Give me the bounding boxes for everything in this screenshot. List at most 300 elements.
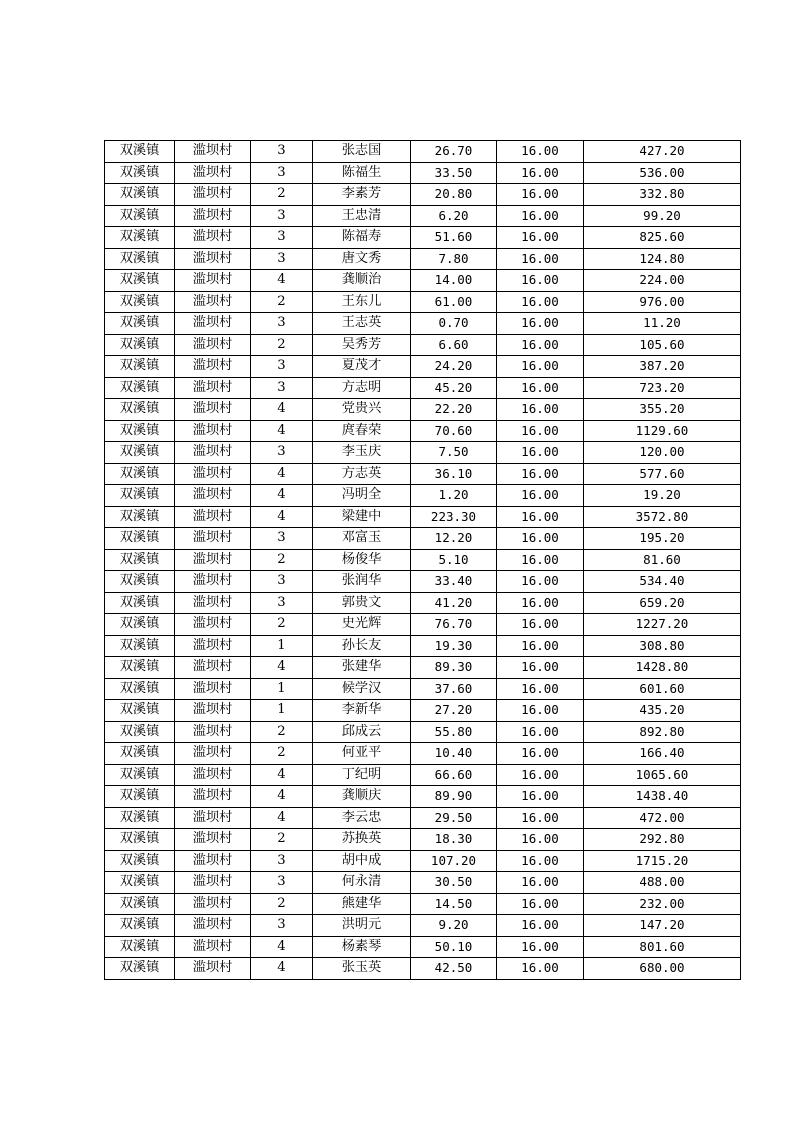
village-cell: 滥坝村 [175, 528, 251, 550]
amount-cell: 99.20 [584, 205, 741, 227]
amount-cell: 19.20 [584, 485, 741, 507]
town-cell: 双溪镇 [105, 356, 175, 378]
amount-cell: 1438.40 [584, 786, 741, 808]
price-cell: 16.00 [497, 915, 584, 937]
table-row [105, 291, 741, 313]
town-cell: 双溪镇 [105, 936, 175, 958]
area-cell: 76.70 [411, 614, 497, 636]
price-cell: 16.00 [497, 807, 584, 829]
town-cell: 双溪镇 [105, 227, 175, 249]
name-cell: 陈福生 [313, 162, 411, 184]
town-cell: 双溪镇 [105, 528, 175, 550]
village-cell: 滥坝村 [175, 141, 251, 163]
name-cell: 胡中成 [313, 850, 411, 872]
village-cell: 滥坝村 [175, 764, 251, 786]
price-cell: 16.00 [497, 377, 584, 399]
village-cell: 滥坝村 [175, 442, 251, 464]
village-cell: 滥坝村 [175, 162, 251, 184]
town-cell: 双溪镇 [105, 958, 175, 980]
amount-cell: 659.20 [584, 592, 741, 614]
town-cell: 双溪镇 [105, 270, 175, 292]
area-cell: 18.30 [411, 829, 497, 851]
group-cell: 4 [251, 764, 313, 786]
group-cell: 2 [251, 721, 313, 743]
town-cell: 双溪镇 [105, 743, 175, 765]
group-cell: 3 [251, 141, 313, 163]
group-cell: 2 [251, 334, 313, 356]
price-cell: 16.00 [497, 528, 584, 550]
area-cell: 70.60 [411, 420, 497, 442]
group-cell: 1 [251, 678, 313, 700]
price-cell: 16.00 [497, 162, 584, 184]
amount-cell: 892.80 [584, 721, 741, 743]
village-cell: 滥坝村 [175, 227, 251, 249]
village-cell: 滥坝村 [175, 592, 251, 614]
village-cell: 滥坝村 [175, 850, 251, 872]
amount-cell: 723.20 [584, 377, 741, 399]
group-cell: 3 [251, 356, 313, 378]
area-cell: 107.20 [411, 850, 497, 872]
town-cell: 双溪镇 [105, 141, 175, 163]
village-cell: 滥坝村 [175, 893, 251, 915]
amount-cell: 1715.20 [584, 850, 741, 872]
area-cell: 24.20 [411, 356, 497, 378]
amount-cell: 355.20 [584, 399, 741, 421]
name-cell: 苏换英 [313, 829, 411, 851]
area-cell: 19.30 [411, 635, 497, 657]
table-row [105, 205, 741, 227]
price-cell: 16.00 [497, 872, 584, 894]
area-cell: 26.70 [411, 141, 497, 163]
price-cell: 16.00 [497, 313, 584, 335]
group-cell: 4 [251, 657, 313, 679]
amount-cell: 1129.60 [584, 420, 741, 442]
name-cell: 方志明 [313, 377, 411, 399]
village-cell: 滥坝村 [175, 807, 251, 829]
table-row [105, 786, 741, 808]
village-cell: 滥坝村 [175, 184, 251, 206]
village-cell: 滥坝村 [175, 248, 251, 270]
town-cell: 双溪镇 [105, 377, 175, 399]
group-cell: 3 [251, 248, 313, 270]
amount-cell: 534.40 [584, 571, 741, 593]
price-cell: 16.00 [497, 248, 584, 270]
village-cell: 滥坝村 [175, 936, 251, 958]
price-cell: 16.00 [497, 270, 584, 292]
name-cell: 张建华 [313, 657, 411, 679]
town-cell: 双溪镇 [105, 807, 175, 829]
table-row [105, 700, 741, 722]
area-cell: 223.30 [411, 506, 497, 528]
table-row [105, 592, 741, 614]
group-cell: 2 [251, 893, 313, 915]
price-cell: 16.00 [497, 463, 584, 485]
town-cell: 双溪镇 [105, 549, 175, 571]
area-cell: 42.50 [411, 958, 497, 980]
area-cell: 55.80 [411, 721, 497, 743]
table-row [105, 678, 741, 700]
amount-cell: 577.60 [584, 463, 741, 485]
price-cell: 16.00 [497, 141, 584, 163]
name-cell: 邓富玉 [313, 528, 411, 550]
price-cell: 16.00 [497, 442, 584, 464]
amount-cell: 536.00 [584, 162, 741, 184]
town-cell: 双溪镇 [105, 313, 175, 335]
group-cell: 2 [251, 291, 313, 313]
town-cell: 双溪镇 [105, 184, 175, 206]
amount-cell: 1428.80 [584, 657, 741, 679]
table-row [105, 807, 741, 829]
town-cell: 双溪镇 [105, 657, 175, 679]
group-cell: 3 [251, 205, 313, 227]
area-cell: 27.20 [411, 700, 497, 722]
name-cell: 龚顺庆 [313, 786, 411, 808]
village-cell: 滥坝村 [175, 377, 251, 399]
group-cell: 3 [251, 872, 313, 894]
amount-cell: 801.60 [584, 936, 741, 958]
table-row [105, 442, 741, 464]
area-cell: 89.90 [411, 786, 497, 808]
table-row [105, 614, 741, 636]
area-cell: 29.50 [411, 807, 497, 829]
town-cell: 双溪镇 [105, 571, 175, 593]
area-cell: 41.20 [411, 592, 497, 614]
amount-cell: 680.00 [584, 958, 741, 980]
town-cell: 双溪镇 [105, 485, 175, 507]
area-cell: 5.10 [411, 549, 497, 571]
village-cell: 滥坝村 [175, 958, 251, 980]
town-cell: 双溪镇 [105, 248, 175, 270]
town-cell: 双溪镇 [105, 442, 175, 464]
table-row [105, 549, 741, 571]
name-cell: 李新华 [313, 700, 411, 722]
village-cell: 滥坝村 [175, 721, 251, 743]
group-cell: 3 [251, 313, 313, 335]
name-cell: 李玉庆 [313, 442, 411, 464]
price-cell: 16.00 [497, 184, 584, 206]
amount-cell: 195.20 [584, 528, 741, 550]
name-cell: 孙长友 [313, 635, 411, 657]
village-cell: 滥坝村 [175, 205, 251, 227]
name-cell: 丁纪明 [313, 764, 411, 786]
area-cell: 30.50 [411, 872, 497, 894]
village-cell: 滥坝村 [175, 657, 251, 679]
table-row [105, 721, 741, 743]
name-cell: 何亚平 [313, 743, 411, 765]
group-cell: 3 [251, 850, 313, 872]
name-cell: 唐文秀 [313, 248, 411, 270]
village-cell: 滥坝村 [175, 334, 251, 356]
name-cell: 洪明元 [313, 915, 411, 937]
price-cell: 16.00 [497, 700, 584, 722]
village-cell: 滥坝村 [175, 786, 251, 808]
amount-cell: 1065.60 [584, 764, 741, 786]
table-row [105, 334, 741, 356]
price-cell: 16.00 [497, 485, 584, 507]
name-cell: 夏茂才 [313, 356, 411, 378]
table-row [105, 657, 741, 679]
area-cell: 6.20 [411, 205, 497, 227]
name-cell: 陈福寿 [313, 227, 411, 249]
area-cell: 7.50 [411, 442, 497, 464]
group-cell: 2 [251, 549, 313, 571]
table-row [105, 958, 741, 980]
village-cell: 滥坝村 [175, 270, 251, 292]
table-row [105, 463, 741, 485]
group-cell: 3 [251, 227, 313, 249]
amount-cell: 825.60 [584, 227, 741, 249]
town-cell: 双溪镇 [105, 635, 175, 657]
village-cell: 滥坝村 [175, 571, 251, 593]
price-cell: 16.00 [497, 356, 584, 378]
amount-cell: 166.40 [584, 743, 741, 765]
name-cell: 候学汉 [313, 678, 411, 700]
name-cell: 熊建华 [313, 893, 411, 915]
group-cell: 4 [251, 786, 313, 808]
price-cell: 16.00 [497, 571, 584, 593]
town-cell: 双溪镇 [105, 893, 175, 915]
area-cell: 12.20 [411, 528, 497, 550]
area-cell: 89.30 [411, 657, 497, 679]
table-row [105, 399, 741, 421]
area-cell: 0.70 [411, 313, 497, 335]
name-cell: 党贵兴 [313, 399, 411, 421]
amount-cell: 120.00 [584, 442, 741, 464]
price-cell: 16.00 [497, 786, 584, 808]
price-cell: 16.00 [497, 743, 584, 765]
village-cell: 滥坝村 [175, 291, 251, 313]
price-cell: 16.00 [497, 291, 584, 313]
table-row [105, 506, 741, 528]
town-cell: 双溪镇 [105, 678, 175, 700]
amount-cell: 124.80 [584, 248, 741, 270]
name-cell: 王忠清 [313, 205, 411, 227]
group-cell: 4 [251, 463, 313, 485]
table-row [105, 162, 741, 184]
amount-cell: 435.20 [584, 700, 741, 722]
table-row [105, 528, 741, 550]
village-cell: 滥坝村 [175, 678, 251, 700]
price-cell: 16.00 [497, 614, 584, 636]
village-cell: 滥坝村 [175, 872, 251, 894]
amount-cell: 308.80 [584, 635, 741, 657]
table-row [105, 893, 741, 915]
name-cell: 李素芳 [313, 184, 411, 206]
name-cell: 龚顺治 [313, 270, 411, 292]
group-cell: 4 [251, 485, 313, 507]
price-cell: 16.00 [497, 850, 584, 872]
town-cell: 双溪镇 [105, 420, 175, 442]
area-cell: 66.60 [411, 764, 497, 786]
area-cell: 33.50 [411, 162, 497, 184]
amount-cell: 3572.80 [584, 506, 741, 528]
amount-cell: 105.60 [584, 334, 741, 356]
name-cell: 郭贵文 [313, 592, 411, 614]
table-row [105, 270, 741, 292]
name-cell: 杨素琴 [313, 936, 411, 958]
amount-cell: 488.00 [584, 872, 741, 894]
area-cell: 10.40 [411, 743, 497, 765]
village-cell: 滥坝村 [175, 399, 251, 421]
amount-cell: 332.80 [584, 184, 741, 206]
town-cell: 双溪镇 [105, 764, 175, 786]
table-row [105, 227, 741, 249]
name-cell: 邱成云 [313, 721, 411, 743]
subsidy-table [104, 140, 741, 980]
table-row [105, 571, 741, 593]
town-cell: 双溪镇 [105, 592, 175, 614]
price-cell: 16.00 [497, 721, 584, 743]
town-cell: 双溪镇 [105, 915, 175, 937]
amount-cell: 232.00 [584, 893, 741, 915]
amount-cell: 11.20 [584, 313, 741, 335]
table-row [105, 743, 741, 765]
group-cell: 3 [251, 528, 313, 550]
area-cell: 9.20 [411, 915, 497, 937]
town-cell: 双溪镇 [105, 872, 175, 894]
amount-cell: 147.20 [584, 915, 741, 937]
village-cell: 滥坝村 [175, 743, 251, 765]
table-row [105, 184, 741, 206]
area-cell: 50.10 [411, 936, 497, 958]
price-cell: 16.00 [497, 958, 584, 980]
town-cell: 双溪镇 [105, 829, 175, 851]
name-cell: 王志英 [313, 313, 411, 335]
table-row [105, 936, 741, 958]
group-cell: 4 [251, 420, 313, 442]
group-cell: 1 [251, 635, 313, 657]
price-cell: 16.00 [497, 549, 584, 571]
village-cell: 滥坝村 [175, 829, 251, 851]
amount-cell: 224.00 [584, 270, 741, 292]
village-cell: 滥坝村 [175, 485, 251, 507]
price-cell: 16.00 [497, 764, 584, 786]
town-cell: 双溪镇 [105, 162, 175, 184]
amount-cell: 81.60 [584, 549, 741, 571]
name-cell: 史光辉 [313, 614, 411, 636]
price-cell: 16.00 [497, 829, 584, 851]
area-cell: 20.80 [411, 184, 497, 206]
village-cell: 滥坝村 [175, 463, 251, 485]
table-row [105, 485, 741, 507]
table-row [105, 764, 741, 786]
name-cell: 杨俊华 [313, 549, 411, 571]
village-cell: 滥坝村 [175, 549, 251, 571]
group-cell: 4 [251, 936, 313, 958]
table-body [105, 141, 741, 980]
area-cell: 6.60 [411, 334, 497, 356]
price-cell: 16.00 [497, 334, 584, 356]
table-row [105, 829, 741, 851]
area-cell: 51.60 [411, 227, 497, 249]
table-row [105, 635, 741, 657]
area-cell: 45.20 [411, 377, 497, 399]
village-cell: 滥坝村 [175, 700, 251, 722]
area-cell: 61.00 [411, 291, 497, 313]
village-cell: 滥坝村 [175, 614, 251, 636]
price-cell: 16.00 [497, 936, 584, 958]
group-cell: 2 [251, 184, 313, 206]
price-cell: 16.00 [497, 657, 584, 679]
group-cell: 3 [251, 162, 313, 184]
name-cell: 方志英 [313, 463, 411, 485]
area-cell: 33.40 [411, 571, 497, 593]
area-cell: 14.00 [411, 270, 497, 292]
name-cell: 李云忠 [313, 807, 411, 829]
table-row [105, 141, 741, 163]
price-cell: 16.00 [497, 420, 584, 442]
group-cell: 4 [251, 958, 313, 980]
price-cell: 16.00 [497, 893, 584, 915]
name-cell: 吴秀芳 [313, 334, 411, 356]
name-cell: 庹春荣 [313, 420, 411, 442]
amount-cell: 601.60 [584, 678, 741, 700]
name-cell: 张润华 [313, 571, 411, 593]
village-cell: 滥坝村 [175, 635, 251, 657]
group-cell: 2 [251, 743, 313, 765]
group-cell: 4 [251, 270, 313, 292]
group-cell: 4 [251, 506, 313, 528]
price-cell: 16.00 [497, 205, 584, 227]
price-cell: 16.00 [497, 592, 584, 614]
village-cell: 滥坝村 [175, 356, 251, 378]
area-cell: 36.10 [411, 463, 497, 485]
group-cell: 3 [251, 571, 313, 593]
town-cell: 双溪镇 [105, 334, 175, 356]
table-row [105, 850, 741, 872]
table-row [105, 248, 741, 270]
town-cell: 双溪镇 [105, 506, 175, 528]
group-cell: 3 [251, 592, 313, 614]
area-cell: 37.60 [411, 678, 497, 700]
name-cell: 梁建中 [313, 506, 411, 528]
name-cell: 何永清 [313, 872, 411, 894]
amount-cell: 976.00 [584, 291, 741, 313]
price-cell: 16.00 [497, 635, 584, 657]
group-cell: 2 [251, 829, 313, 851]
name-cell: 冯明全 [313, 485, 411, 507]
name-cell: 张志国 [313, 141, 411, 163]
price-cell: 16.00 [497, 506, 584, 528]
group-cell: 4 [251, 399, 313, 421]
amount-cell: 387.20 [584, 356, 741, 378]
town-cell: 双溪镇 [105, 463, 175, 485]
price-cell: 16.00 [497, 678, 584, 700]
village-cell: 滥坝村 [175, 420, 251, 442]
village-cell: 滥坝村 [175, 915, 251, 937]
group-cell: 3 [251, 915, 313, 937]
town-cell: 双溪镇 [105, 614, 175, 636]
amount-cell: 472.00 [584, 807, 741, 829]
name-cell: 王东儿 [313, 291, 411, 313]
price-cell: 16.00 [497, 399, 584, 421]
area-cell: 22.20 [411, 399, 497, 421]
price-cell: 16.00 [497, 227, 584, 249]
table-row [105, 313, 741, 335]
town-cell: 双溪镇 [105, 850, 175, 872]
area-cell: 7.80 [411, 248, 497, 270]
table-row [105, 377, 741, 399]
amount-cell: 292.80 [584, 829, 741, 851]
group-cell: 2 [251, 614, 313, 636]
town-cell: 双溪镇 [105, 700, 175, 722]
group-cell: 1 [251, 700, 313, 722]
table-row [105, 915, 741, 937]
town-cell: 双溪镇 [105, 291, 175, 313]
town-cell: 双溪镇 [105, 399, 175, 421]
village-cell: 滥坝村 [175, 313, 251, 335]
table-row [105, 356, 741, 378]
